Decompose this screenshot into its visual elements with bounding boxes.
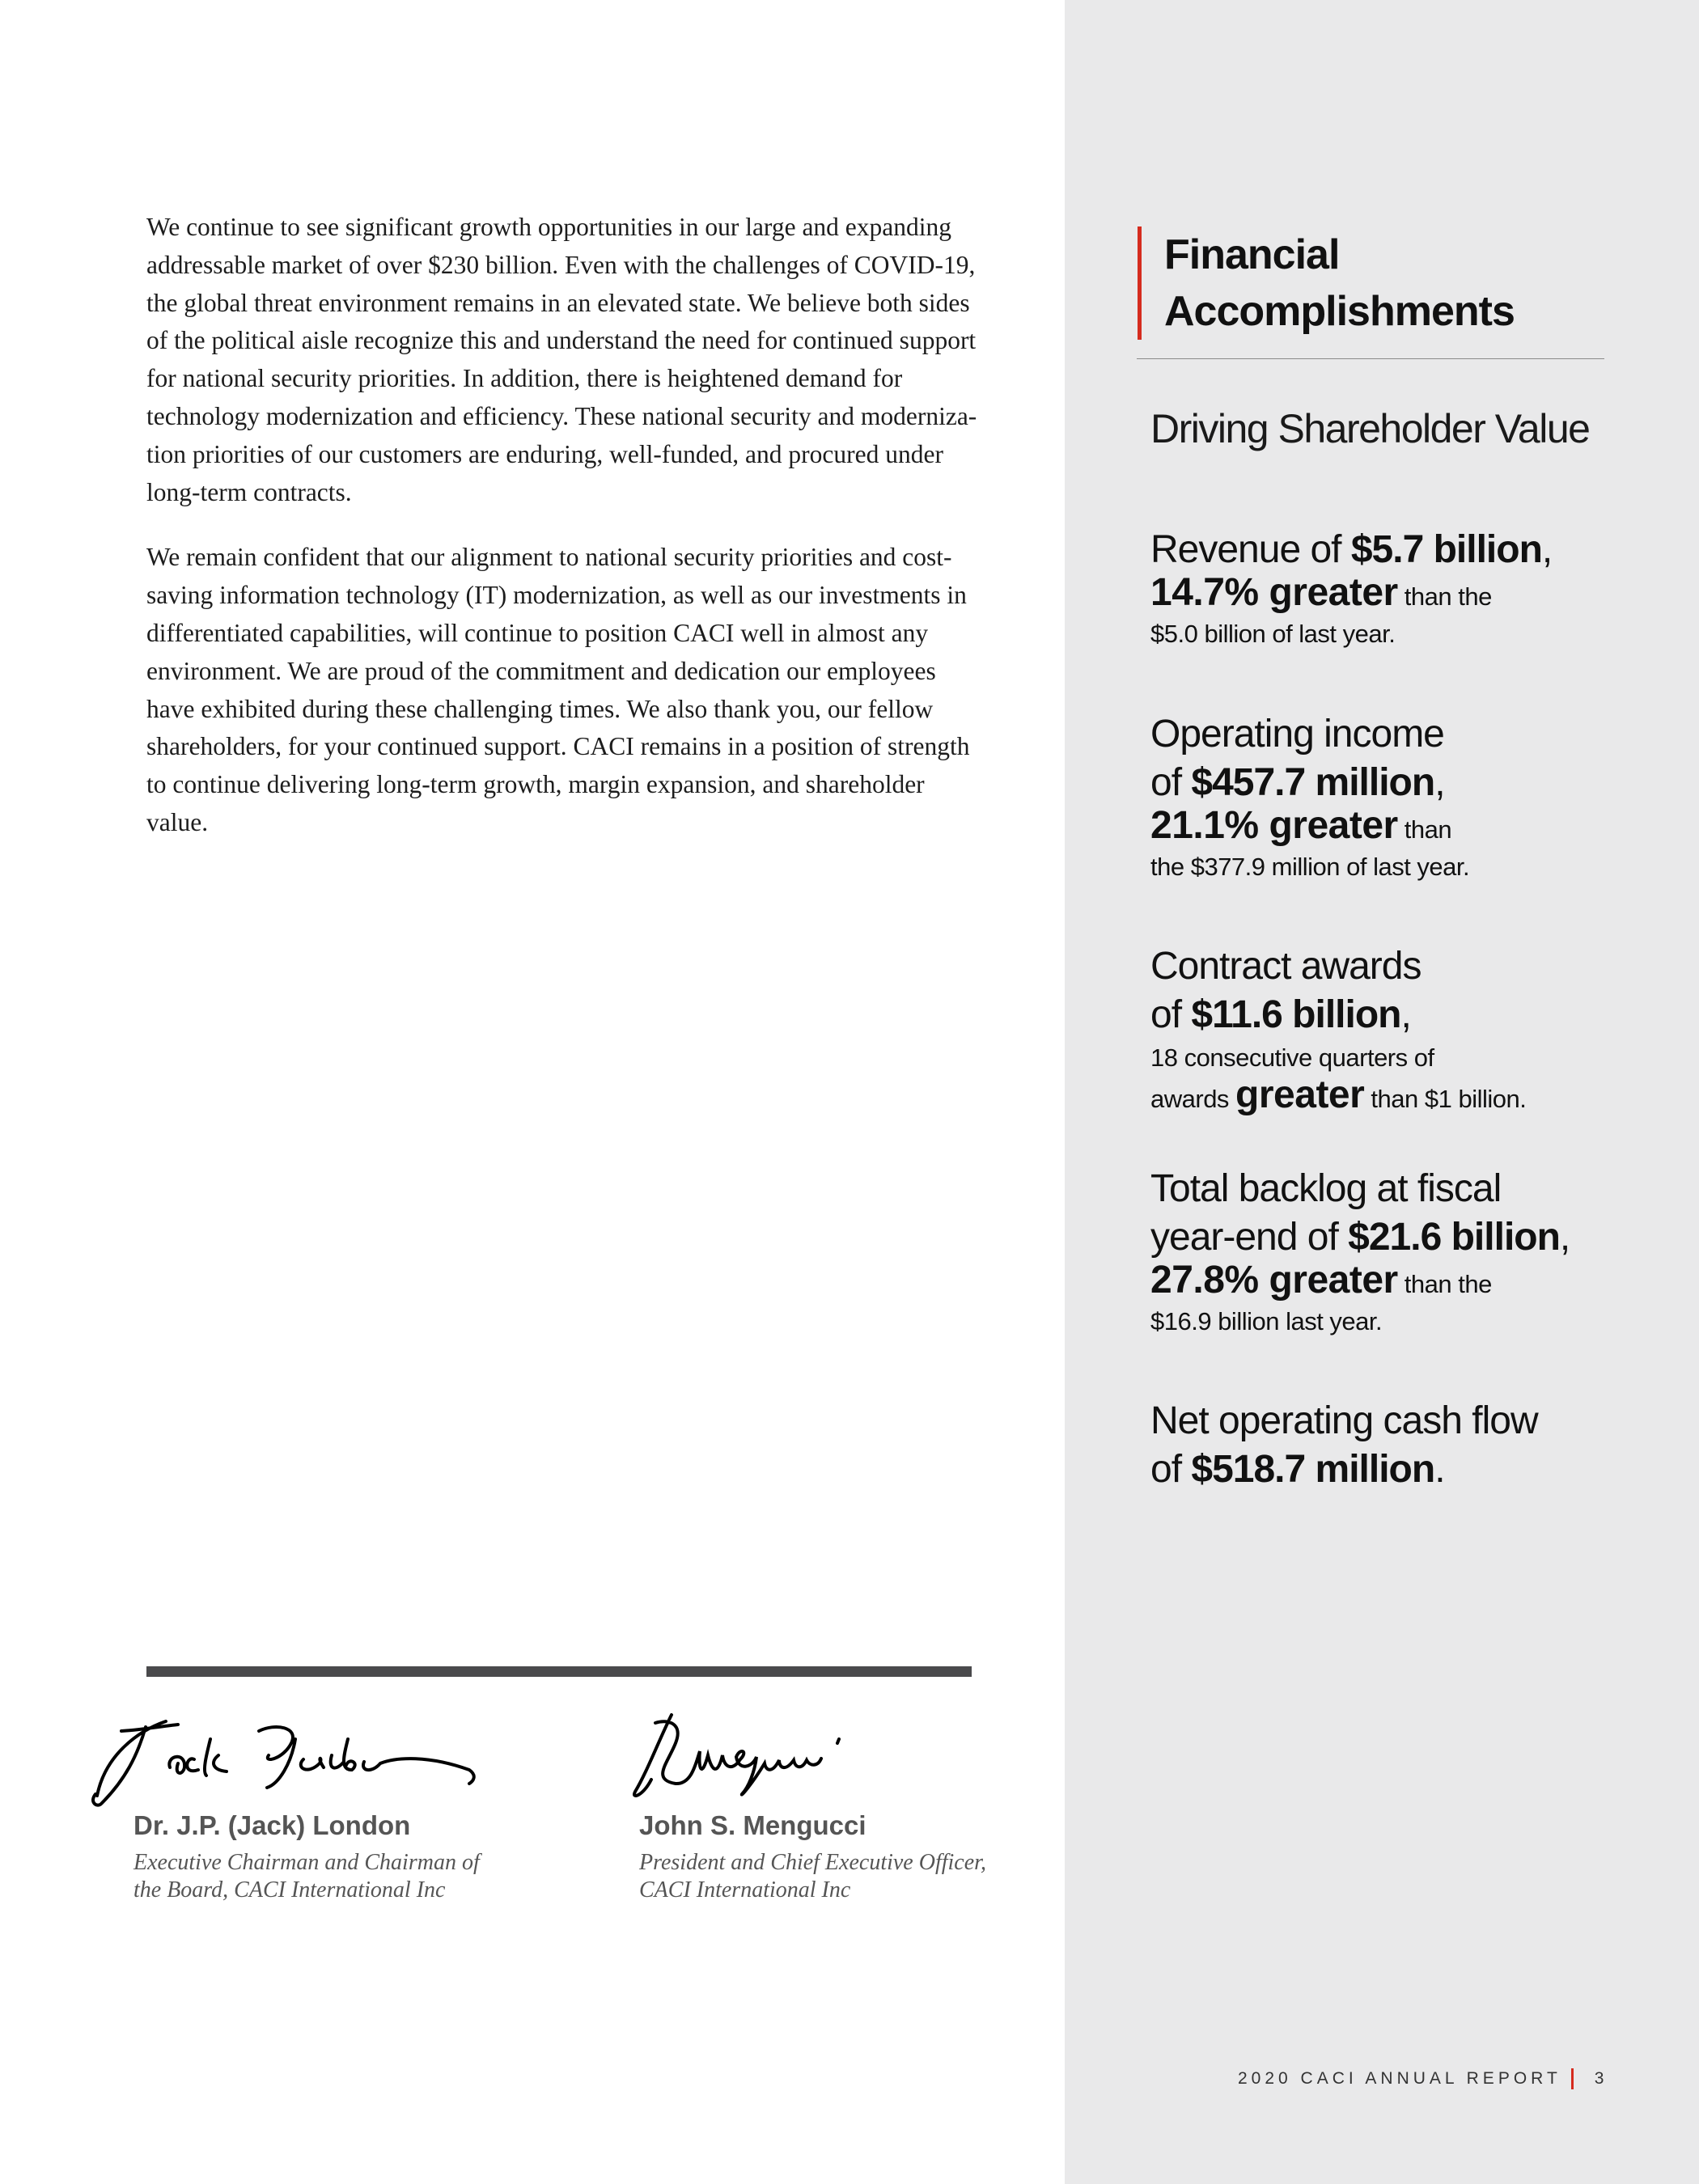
signer-title-mengucci-line-2: CACI International Inc [639,1877,851,1903]
signature-mengucci [627,1707,886,1816]
backlog-comparison: $16.9 billion last year. [1150,1307,1383,1335]
revenue-prefix: Revenue of [1150,528,1351,571]
revenue-comparison: $5.0 billion of last year. [1150,620,1396,648]
operating-income-growth-suffix: than [1397,815,1452,844]
revenue-growth-suffix: than the [1397,582,1492,611]
backlog-value: $21.6 billion [1348,1216,1560,1259]
sidebar-title-line-1: Financial [1164,231,1340,278]
operating-income-comparison: the $377.9 million of last year. [1150,853,1470,881]
cash-flow-label: Net operating cash flow [1150,1399,1538,1442]
signer-title-london-line-2: the Board, CACI International Inc [133,1877,446,1903]
backlog-label: Total backlog at fiscal [1150,1167,1502,1210]
revenue-growth: 14.7% greater [1150,571,1398,614]
contract-awards-line4-prefix: awards [1150,1085,1236,1113]
operating-income-prefix: of [1150,761,1192,804]
signature-london [89,1707,494,1816]
letter-paragraph-1: We continue to see significant growth opportunities in our large and expanding addressable market of over $230 billion. Even with the challenges of COVID-19, the global threat environment remains in an elevated state. We believe both sides of the political aisle recognize this and understand the need for continued support for national security priorities. In addition, there is heightened demand for technology modernization and efficiency. These national security and moderniza-tion priorities of our customers are enduring, well-funded, and procured under long-term contracts. [146,213,977,506]
signer-name-london: Dr. J.P. (Jack) London [133,1810,411,1840]
page-footer [1238,2067,1604,2091]
contract-awards-label: Contract awards [1150,945,1421,988]
accomplishment-contract-awards [1150,942,1604,1118]
letter-body [146,209,980,870]
page-number: 3 [1594,2069,1604,2088]
backlog-comma: , [1559,1216,1570,1259]
cash-flow-period: . [1434,1448,1445,1491]
sidebar-divider [1137,358,1604,359]
accomplishment-backlog [1150,1165,1604,1340]
signer-title-mengucci-line-1: President and Chief Executive Officer, [639,1850,986,1875]
operating-income-growth: 21.1% greater [1150,804,1398,847]
contract-awards-value: $11.6 billion [1191,993,1401,1036]
backlog-growth-suffix: than the [1397,1270,1492,1298]
footer-divider [1571,2068,1574,2089]
sidebar-subtitle: Driving Shareholder Value [1150,406,1590,451]
accomplishment-operating-income [1150,710,1604,886]
revenue-comma: , [1541,528,1553,571]
letter-paragraph-2: We remain confident that our alignment to national security priorities and cost-saving information technology (IT) modernization, as well as our investments in differentiated capabilities, will continue to position CACI well in almost any environment. We are proud of the commitment and dedication our employees have exhibited during these challenging times. We also thank you, our fellow shareholders, for your continued support. CACI remains in a position of strength to continue delivering long-term growth, margin expansion, and shareholder value. [146,543,970,836]
operating-income-label: Operating income [1150,713,1444,756]
revenue-value: $5.7 billion [1350,528,1542,571]
contract-awards-comma: , [1400,993,1411,1036]
backlog-prefix: year-end of [1150,1216,1349,1259]
operating-income-comma: , [1434,761,1445,804]
operating-income-value: $457.7 million [1191,761,1435,804]
signature-divider [146,1666,972,1677]
signer-title-london-line-1: Executive Chairman and Chairman of [133,1850,480,1875]
accomplishment-revenue [1150,526,1604,653]
sidebar-title-line-2: Accomplishments [1164,288,1515,335]
signer-name-mengucci: John S. Mengucci [639,1810,866,1840]
contract-awards-quarters: 18 consecutive quarters of [1150,1043,1434,1072]
footer-label: 2020 CACI ANNUAL REPORT [1238,2069,1561,2088]
sidebar-title [1138,226,1515,340]
contract-awards-line4-suffix: than $1 billion. [1364,1085,1527,1113]
backlog-growth: 27.8% greater [1150,1259,1398,1302]
cash-flow-prefix: of [1150,1448,1192,1491]
contract-awards-greater: greater [1235,1073,1365,1116]
cash-flow-value: $518.7 million [1191,1448,1435,1491]
accomplishment-cash-flow [1150,1397,1604,1494]
contract-awards-prefix: of [1150,993,1192,1036]
